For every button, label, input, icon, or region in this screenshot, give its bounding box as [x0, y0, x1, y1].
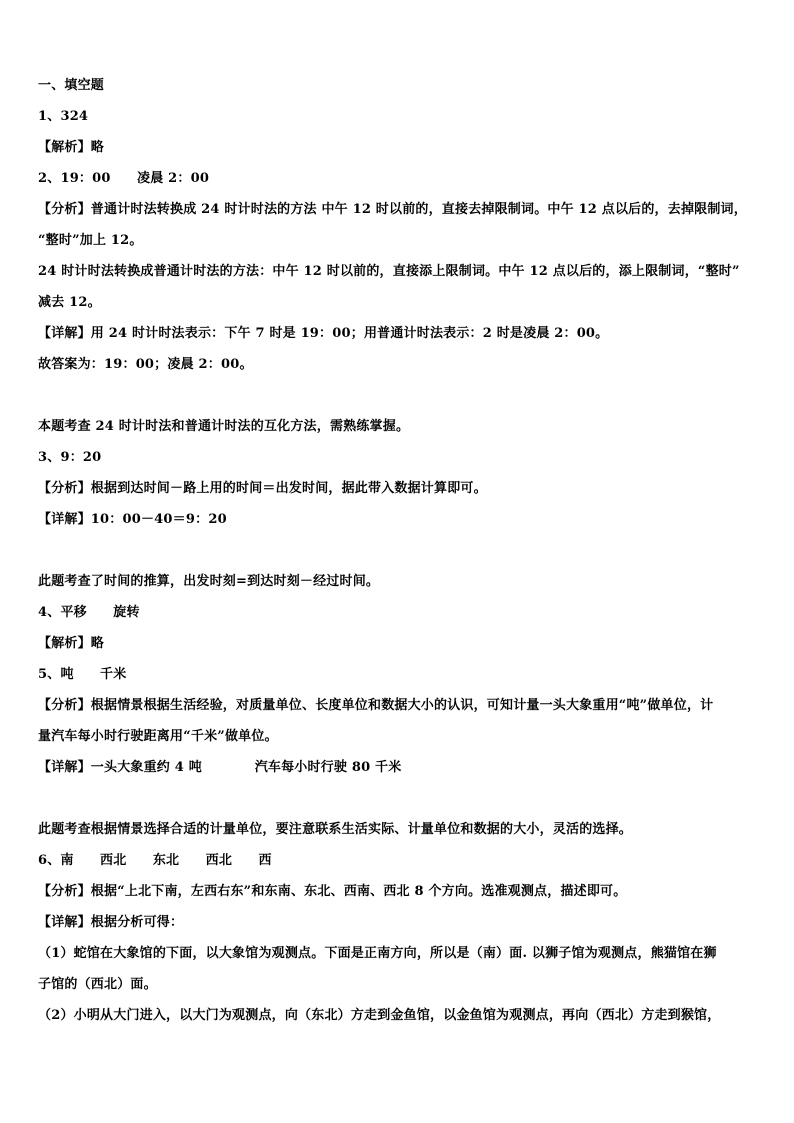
detail-6-part-2-line-1: （2）小明从大门进入，以大门为观测点，向（东北）方走到金鱼馆，以金鱼馆为观测点，再向（西北）方走到猴馆，	[38, 1008, 721, 1023]
detail-6-part-1-line-1: （1）蛇馆在大象馆的下面，以大象馆为观测点。下面是正南方向，所以是（南）面. 以狮子馆为观测点，熊猫馆在狮	[38, 946, 717, 961]
detail-2: 【详解】用 24 时计时法表示：下午 7 时是 19：00；用普通计时法表示：2 时是凌晨 2：00。	[38, 326, 609, 341]
detail-6-part-1-line-2: 子馆的（西北）面。	[38, 977, 157, 992]
detail-3: 【详解】10：00－40＝9：20	[38, 512, 227, 527]
answer-6: 6、南 西北 东北 西北 西	[38, 853, 272, 868]
answer-1: 1、324	[38, 109, 89, 124]
analysis-6: 【分析】根据“上北下南，左西右东”和东南、东北、西南、西北 8 个方向。选准观测点，描述即可。	[38, 884, 627, 899]
summary-3: 此题考查了时间的推算，出发时刻=到达时刻－经过时间。	[38, 574, 380, 589]
detail-5: 【详解】一头大象重约 4 吨 汽车每小时行驶 80 千米	[38, 760, 402, 775]
analysis-2-line-4: 减去 12。	[38, 295, 101, 310]
answer-2: 2、19：00 凌晨 2：00	[38, 171, 210, 186]
answer-5: 5、吨 千米	[38, 667, 127, 682]
summary-2: 本题考查 24 时计时法和普通计时法的互化方法，需熟练掌握。	[38, 419, 410, 434]
analysis-1: 【解析】略	[38, 140, 105, 155]
section-heading: 一、填空题	[38, 78, 105, 93]
analysis-2-line-3: 24 时计时法转换成普通计时法的方法：中午 12 时以前的，直接添上限制词。中午 12 点以后的，添上限制词，“整时”	[38, 264, 740, 279]
detail-6-intro: 【详解】根据分析可得：	[38, 915, 184, 930]
analysis-3: 【分析】根据到达时间－路上用的时间＝出发时间，据此带入数据计算即可。	[38, 481, 487, 496]
conclusion-2: 故答案为：19：00；凌晨 2：00。	[38, 357, 253, 372]
analysis-4: 【解析】略	[38, 636, 105, 651]
analysis-5-line-1: 【分析】根据情景根据生活经验，对质量单位、长度单位和数据大小的认识，可知计量一头大象重用“吨”做单位，计	[38, 698, 714, 713]
summary-5: 此题考查根据情景选择合适的计量单位，要注意联系生活实际、计量单位和数据的大小，灵活的选择。	[38, 822, 633, 837]
analysis-2-line-2: “整时”加上 12。	[38, 233, 143, 248]
analysis-5-line-2: 量汽车每小时行驶距离用“千米”做单位。	[38, 729, 278, 744]
answer-3: 3、9：20	[38, 450, 102, 465]
answer-4: 4、平移 旋转	[38, 605, 140, 620]
analysis-2-line-1: 【分析】普通计时法转换成 24 时计时法的方法 中午 12 时以前的，直接去掉限制词。中午 12 点以后的，去掉限制词，	[38, 202, 747, 217]
